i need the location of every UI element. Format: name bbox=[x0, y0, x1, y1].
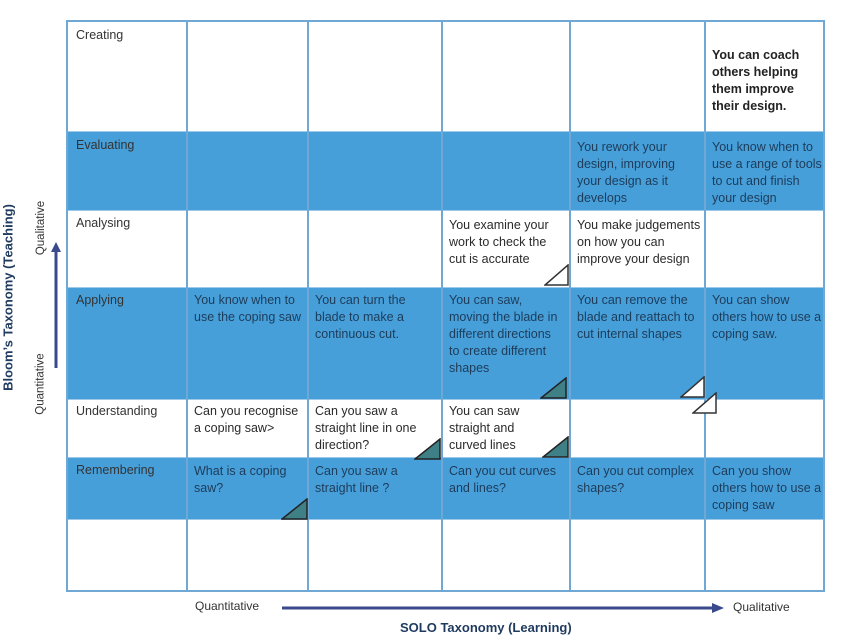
cell-applying-4: You can remove the blade and reattach to cut internal shapes bbox=[577, 293, 695, 341]
cell-remembering-5: Can you show others how to use a coping saw bbox=[712, 464, 822, 512]
cell-understanding-3: You can saw straight and curved lines bbox=[449, 404, 520, 452]
x-axis-high-label: Qualitative bbox=[733, 600, 790, 614]
col-divider bbox=[441, 22, 443, 590]
y-axis-arrow bbox=[50, 240, 62, 370]
y-axis-title: Bloom’s Taxonomy (Teaching) bbox=[0, 204, 16, 391]
band-evaluating bbox=[68, 131, 823, 210]
cell-understanding-2: Can you saw a straight line in one direction? bbox=[315, 404, 417, 452]
x-axis-low-label: Quantitative bbox=[195, 599, 260, 613]
cell-remembering-2: Can you saw a straight line ? bbox=[315, 464, 398, 495]
row-label-understanding: Understanding bbox=[76, 404, 158, 418]
y-axis-low-label: Quantitative bbox=[34, 353, 47, 415]
cell-applying-3: You can saw, moving the blade in different directions to create different shapes bbox=[449, 293, 558, 375]
band-applying bbox=[68, 287, 823, 399]
row-divider bbox=[68, 287, 823, 288]
cell-remembering-3: Can you cut curves and lines? bbox=[449, 464, 556, 495]
triangle-marker-filled bbox=[540, 377, 568, 399]
row-label-creating: Creating bbox=[76, 28, 124, 42]
col-divider bbox=[186, 22, 188, 590]
cell-evaluating-4: You rework your design, improving your design as it develops bbox=[577, 140, 675, 205]
row-label-analysing: Analysing bbox=[76, 216, 131, 230]
row-divider bbox=[68, 210, 823, 211]
cell-creating-5: You can coach others helping them improve their design. bbox=[712, 48, 800, 113]
triangle-marker-outline bbox=[544, 264, 570, 286]
taxonomy-grid bbox=[66, 20, 825, 592]
cell-analysing-3: You examine your work to check the cut is accurate bbox=[449, 218, 549, 266]
cell-understanding-1: Can you recognise a coping saw> bbox=[194, 404, 299, 435]
row-label-applying: Applying bbox=[76, 293, 124, 307]
triangle-marker-filled bbox=[414, 438, 442, 460]
cell-analysing-4: You make judgements on how you can improve your design bbox=[577, 218, 701, 266]
col-divider bbox=[704, 22, 706, 590]
row-divider bbox=[68, 519, 823, 520]
triangle-marker-filled bbox=[281, 498, 309, 520]
cell-applying-1: You know when to use the coping saw bbox=[194, 293, 302, 324]
cell-applying-2: You can turn the blade to make a continuous cut. bbox=[315, 293, 406, 341]
cell-remembering-1: What is a coping saw? bbox=[194, 464, 287, 495]
row-divider bbox=[68, 457, 823, 458]
cell-applying-5: You can show others how to use a coping saw. bbox=[712, 293, 822, 341]
row-label-evaluating: Evaluating bbox=[76, 138, 135, 152]
y-axis-high-label: Qualitative bbox=[35, 200, 48, 256]
row-divider bbox=[68, 131, 823, 132]
triangle-marker-filled bbox=[542, 436, 570, 458]
band-remembering bbox=[68, 457, 823, 519]
col-divider bbox=[569, 22, 571, 590]
x-axis-title: SOLO Taxonomy (Learning) bbox=[400, 620, 572, 635]
cell-remembering-4: Can you cut complex shapes? bbox=[577, 464, 694, 495]
triangle-marker-outline bbox=[692, 392, 718, 414]
row-label-remembering: Remembering bbox=[76, 463, 155, 477]
x-axis-arrow bbox=[282, 602, 726, 614]
cell-evaluating-5: You know when to use a range of tools to cut and finish your design bbox=[712, 140, 822, 205]
